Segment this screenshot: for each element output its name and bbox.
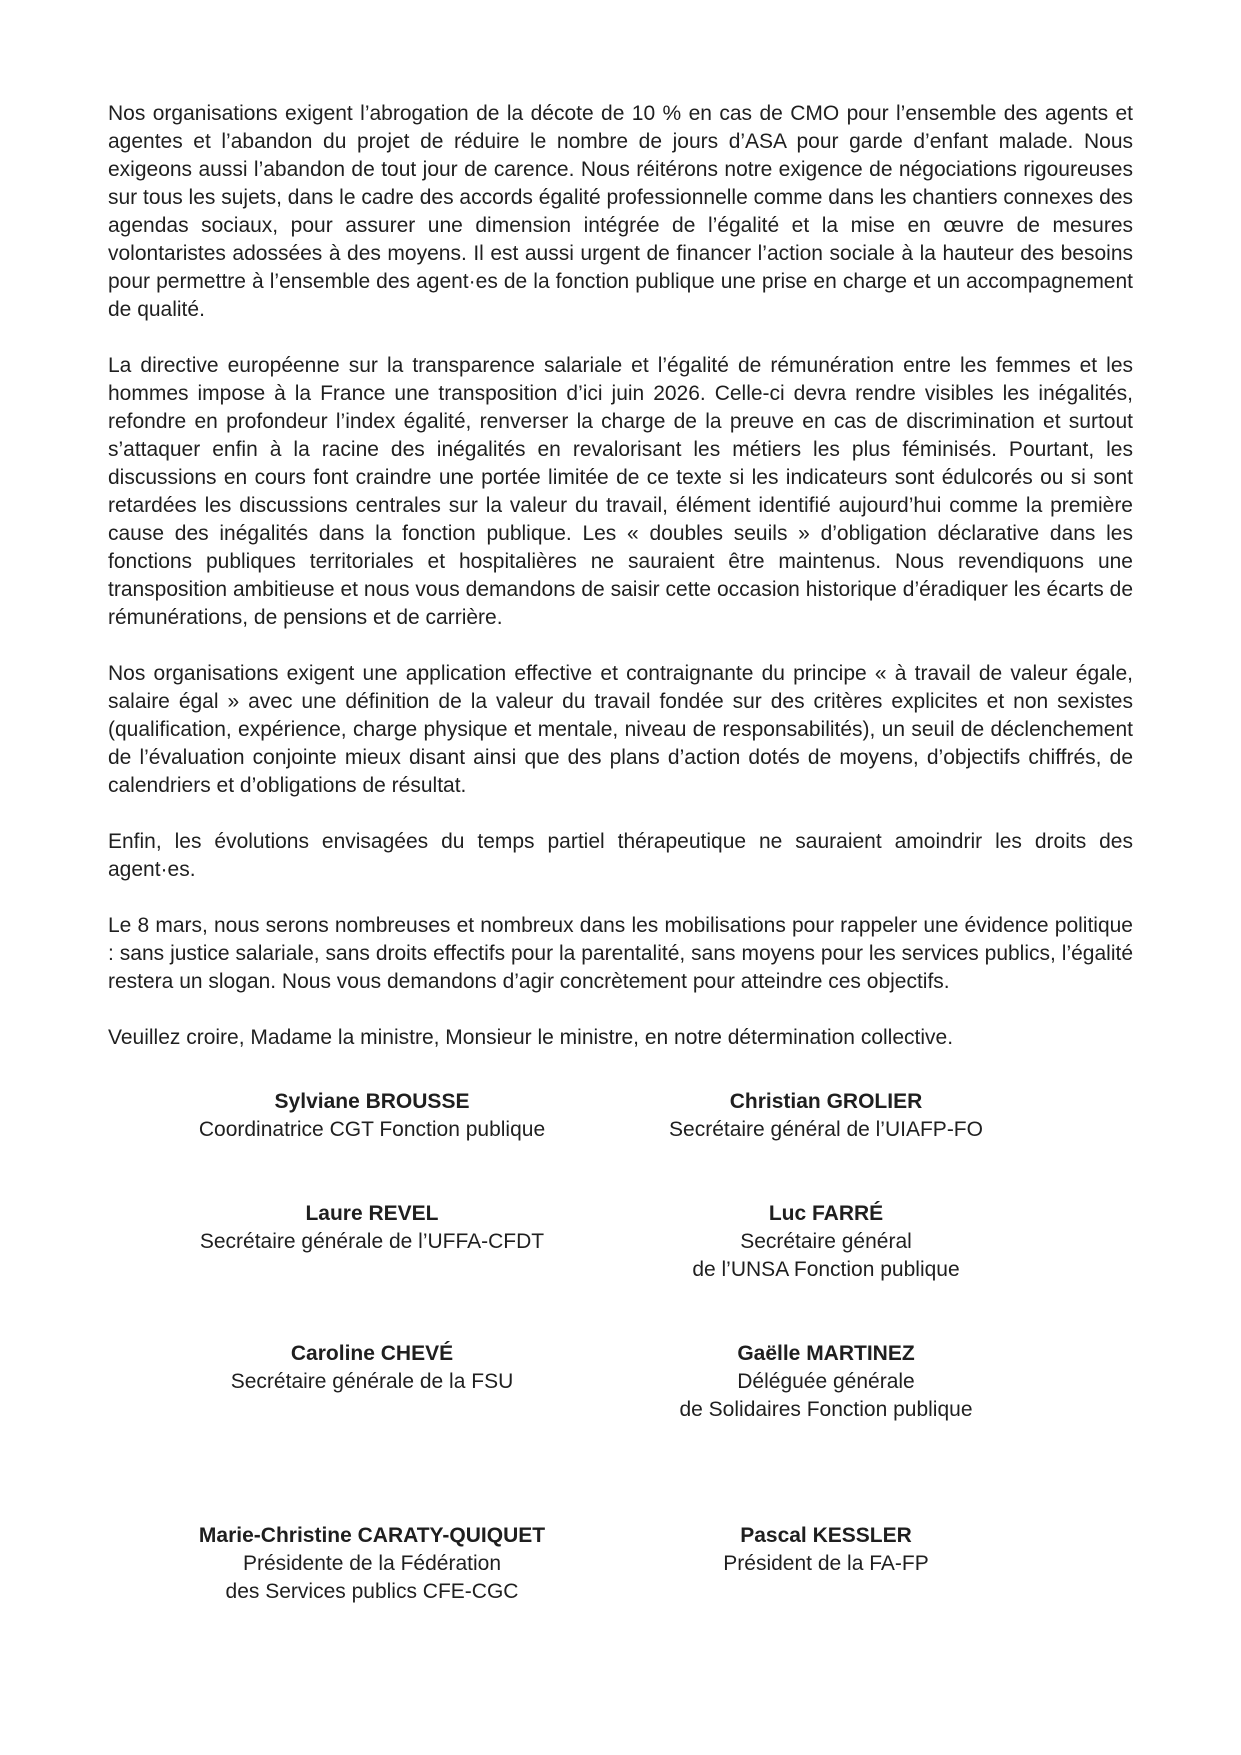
signatory-role: Secrétaire générale de l’UFFA-CFDT (199, 1230, 545, 1253)
signature-block-caraty-quiquet (108, 1522, 636, 1606)
signatory-role: Coordinatrice CGT Fonction publique (198, 1118, 546, 1141)
signature-block-brousse (108, 1088, 636, 1144)
signature-block-martinez (636, 1340, 1016, 1424)
signatory-role: de l’UNSA Fonction publique (692, 1258, 960, 1281)
signatory-name: Laure REVEL (305, 1202, 439, 1225)
signatory-role: Présidente de la Fédération (243, 1552, 501, 1575)
paragraph-eu-directive: La directive européenne sur la transparence salariale et l’égalité de rémunération entre les femmes et les hommes impose à la France une transposition d’ici juin 2026. Celle-ci devra rendre visibles les inégalités, refondre en profondeur l’index égalité, renverser la charge de la preuve en cas de discrimination et surtout s’attaquer enfin à la racine des inégalités en revalorisant les métiers les plus féminisés. Pourtant, les discussions en cours font craindre une portée limitée de ce texte si les indicateurs sont édulcorés ou si sont retardées les discussions centrales sur la valeur du travail, élément identifié aujourd’hui comme la première cause des inégalités dans la fonction publique. Les « doubles seuils » d’obligation déclarative dans les fonctions publiques territoriales et hospitalières ne sauraient être maintenus. Nous revendiquons une transposition ambitieuse et nous vous demandons de saisir cette occasion historique d’éradiquer les écarts de rémunérations, de pensions et de carrière. (108, 354, 1133, 629)
signature-block-grolier (636, 1088, 1016, 1144)
signature-block-kessler (636, 1522, 1016, 1578)
paragraph-temps-partiel: Enfin, les évolutions envisagées du temps partiel thérapeutique ne sauraient amoindrir les droits des agent·es. (108, 830, 1133, 881)
paragraph-closing-salutation: Veuillez croire, Madame la ministre, Monsieur le ministre, en notre détermination collective. (108, 1026, 954, 1049)
signature-block-cheve (108, 1340, 636, 1396)
paragraph-equal-pay-principle: Nos organisations exigent une application effective et contraignante du principe « à travail de valeur égale, salaire égal » avec une définition de la valeur du travail fondée sur des critères explicites et non sexistes (qualification, expérience, charge physique et mentale, niveau de responsabilités), un seuil de déclenchement de l’évaluation conjointe mieux disant ainsi que des plans d’action dotés de moyens, d’objectifs chiffrés, de calendriers et d’obligations de résultat. (108, 662, 1133, 797)
signature-row-1 (108, 1088, 1133, 1144)
signature-block-revel (108, 1200, 636, 1256)
signatory-role: des Services publics CFE-CGC (225, 1580, 519, 1603)
signatory-role: Secrétaire général de l’UIAFP-FO (669, 1118, 983, 1141)
signatory-name: Gaëlle MARTINEZ (737, 1342, 915, 1365)
signatory-name: Sylviane BROUSSE (274, 1090, 470, 1113)
signatory-name: Pascal KESSLER (740, 1524, 912, 1547)
signatory-role: de Solidaires Fonction publique (679, 1398, 973, 1421)
paragraph-demands-cmo: Nos organisations exigent l’abrogation de la décote de 10 % en cas de CMO pour l’ensemble des agents et agentes et l’abandon du projet de réduire le nombre de jours d’ASA pour garde d’enfant malade. Nous exigeons aussi l’abandon de tout jour de carence. Nous réitérons notre exigence de négociations rigoureuses sur tous les sujets, dans le cadre des accords égalité professionnelle comme dans les chantiers connexes des agendas sociaux, pour assurer une dimension intégrée de l’égalité et la mise en œuvre de mesures volontaristes adossées à des moyens. Il est aussi urgent de financer l’action sociale à la hauteur des besoins pour permettre à l’ensemble des agent·es de la fonction publique une prise en charge et un accompagnement de qualité. (108, 102, 1133, 321)
signatory-name: Caroline CHEVÉ (290, 1342, 454, 1365)
signatory-role: Secrétaire général (740, 1230, 912, 1253)
signature-row-2 (108, 1200, 1133, 1284)
signature-row-3 (108, 1340, 1133, 1424)
signatory-role: Déléguée générale (737, 1370, 915, 1393)
paragraph-8-mars: Le 8 mars, nous serons nombreuses et nombreux dans les mobilisations pour rappeler une évidence politique : sans justice salariale, sans droits effectifs pour la parentalité, sans moyens pour les services publics, l’égalité restera un slogan. Nous vous demandons d’agir concrètement pour atteindre ces objectifs. (108, 914, 1133, 993)
signatory-name: Christian GROLIER (729, 1090, 923, 1113)
signatory-role: Secrétaire générale de la FSU (230, 1370, 514, 1393)
signatory-name: Luc FARRÉ (768, 1202, 884, 1225)
signature-section (108, 1088, 1133, 1606)
signatory-role: Président de la FA-FP (723, 1552, 929, 1575)
signature-row-4 (108, 1522, 1133, 1606)
signature-block-farre (636, 1200, 1016, 1284)
signatory-name: Marie-Christine CARATY-QUIQUET (198, 1524, 546, 1547)
